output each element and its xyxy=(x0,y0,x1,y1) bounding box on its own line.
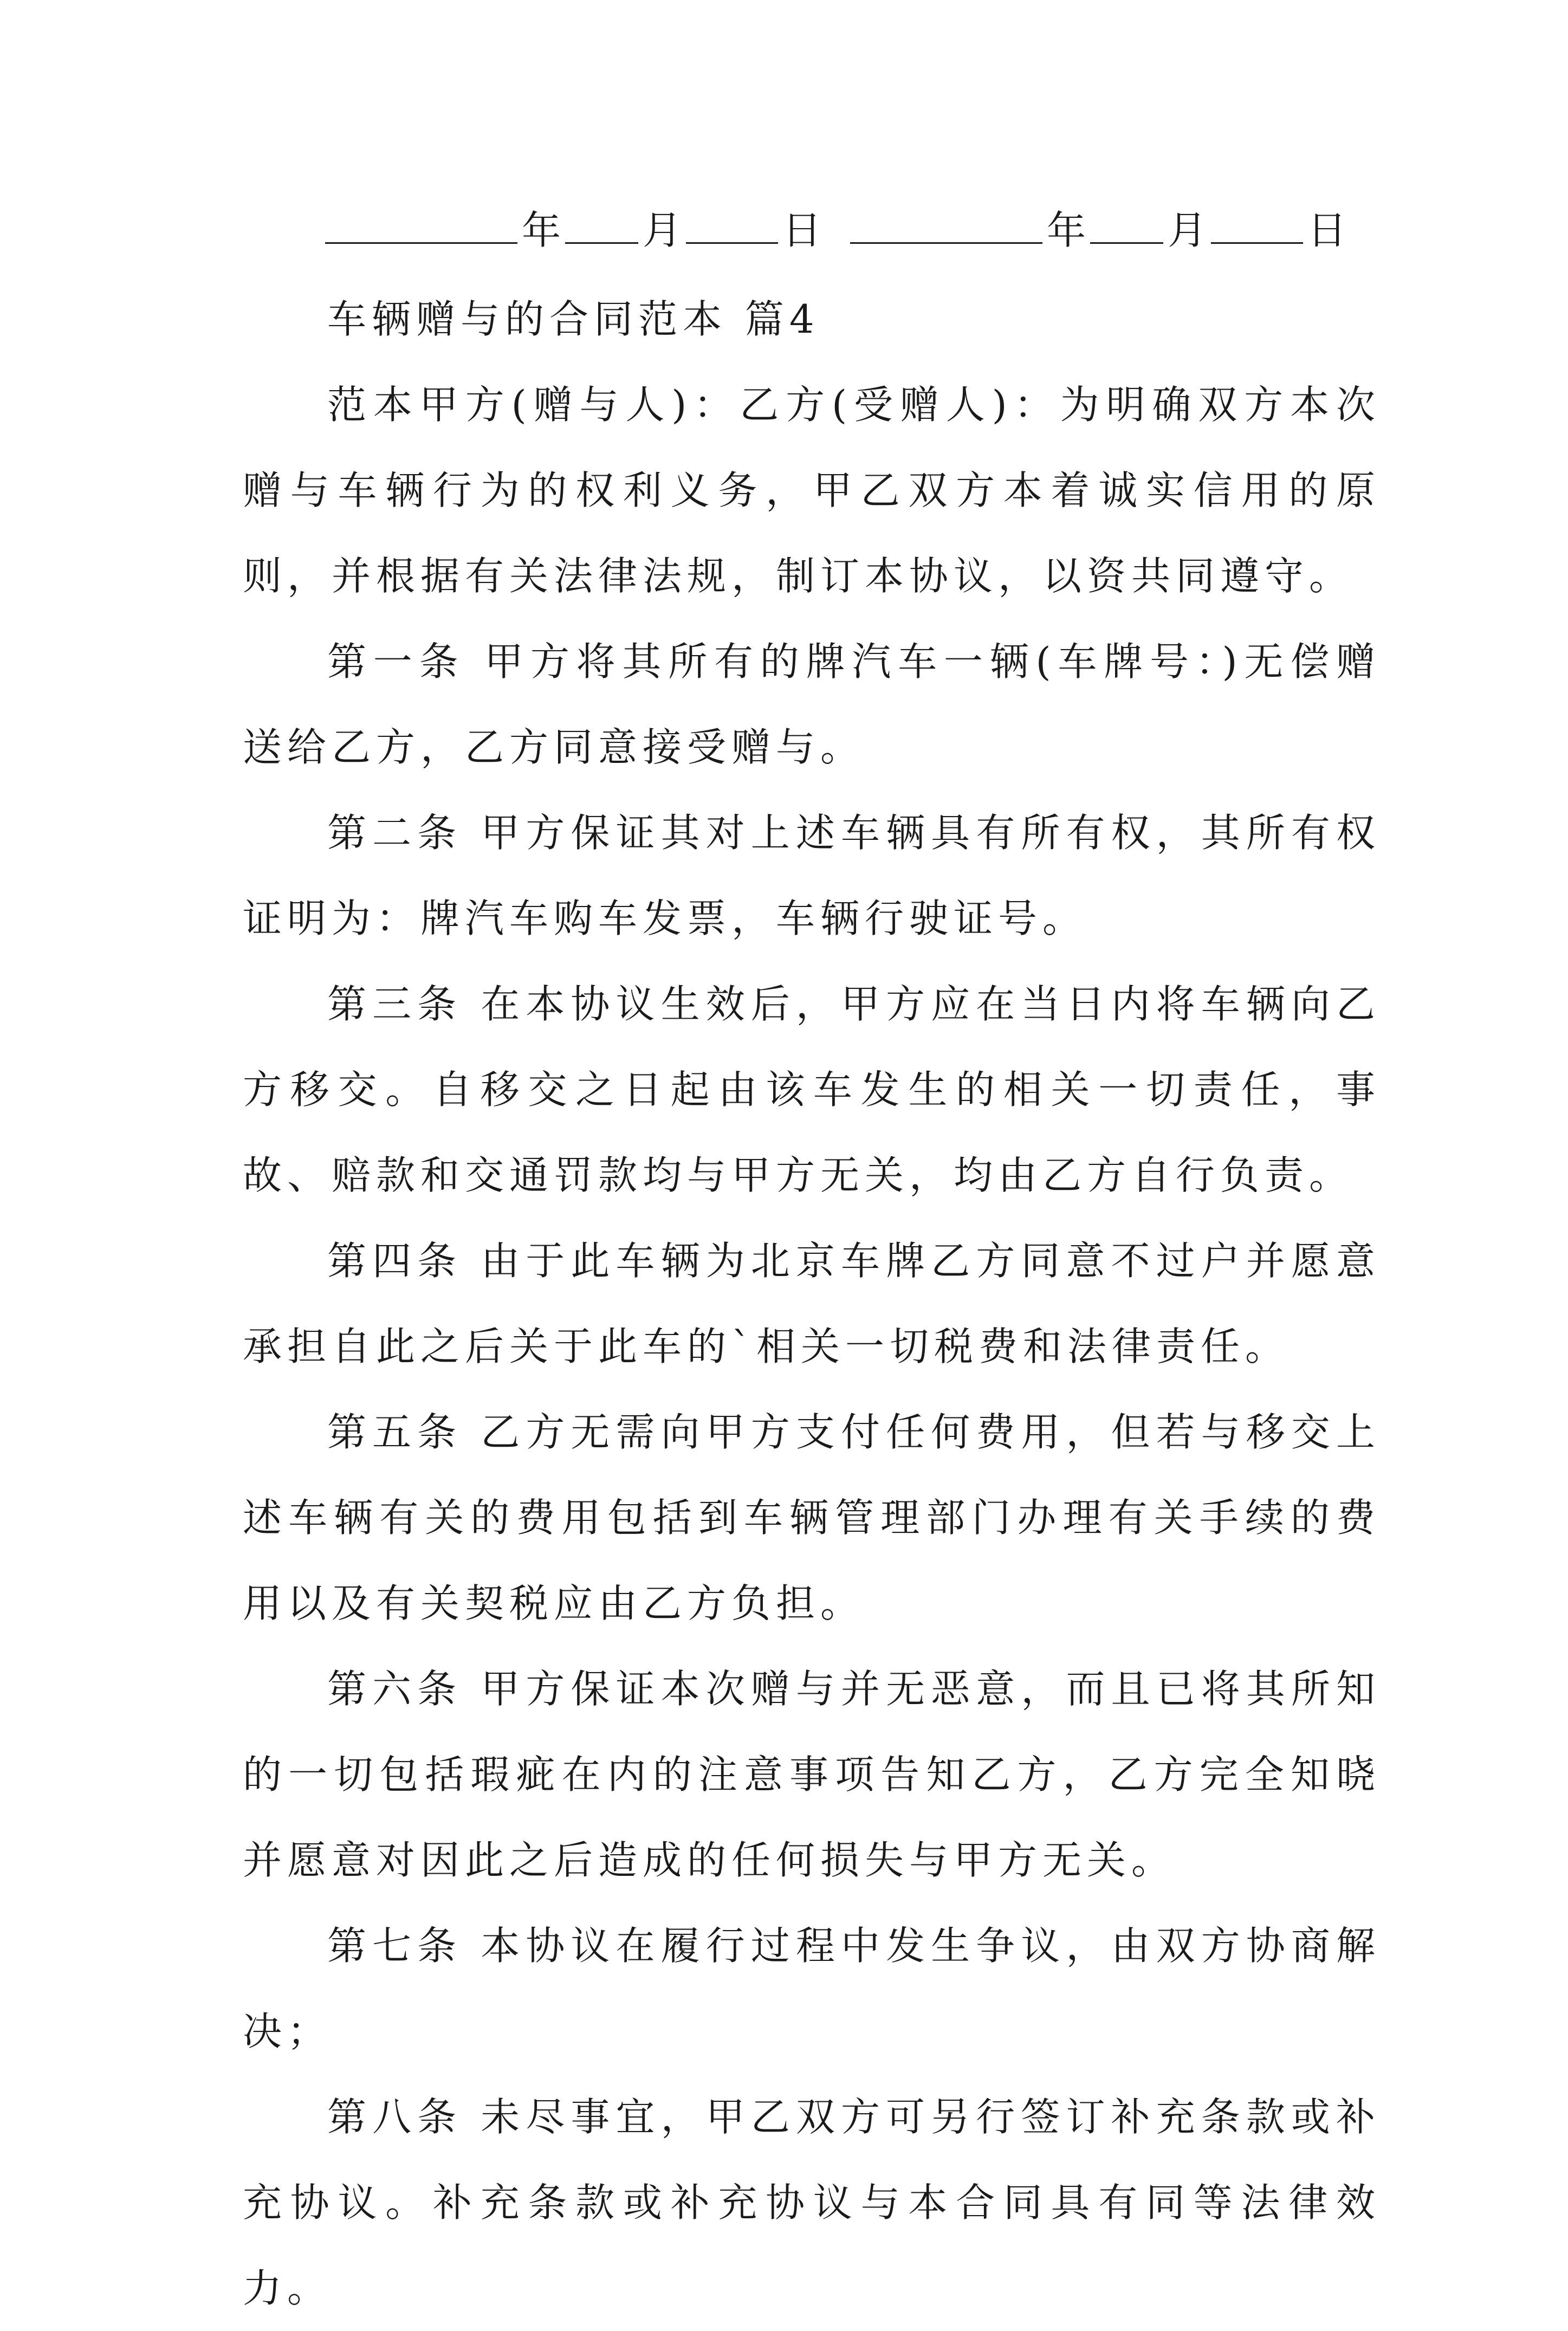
year-label-1: 年 xyxy=(522,208,561,253)
day-label-1: 日 xyxy=(782,208,822,253)
paragraph-preamble: 范本甲方(赠与人)：乙方(受赠人)：为明确双方本次赠与车辆行为的权利义务，甲乙双方本着诚实信用的原则，并根据有关法律法规，制订本协议，以资共同遵守。 xyxy=(243,382,1381,599)
paragraph-article-6: 第六条 甲方保证本次赠与并无恶意，而且已将其所知的一切包括瑕疵在内的注意事项告知乙方，乙方完全知晓并愿意对因此之后造成的任何损失与甲方无关。 xyxy=(243,1666,1381,1883)
paragraph-article-7: 第七条 本协议在履行过程中发生争议，由双方协商解决； xyxy=(243,1923,1381,2054)
day-label-2: 日 xyxy=(1307,208,1347,253)
year-blank-2 xyxy=(850,204,1042,244)
month-label-1: 月 xyxy=(643,208,682,253)
day-blank-1 xyxy=(686,204,778,244)
paragraph-article-4: 第四条 由于此车辆为北京车牌乙方同意不过户并愿意承担自此之后关于此车的`相关一切税费和法律责任。 xyxy=(243,1238,1381,1369)
month-blank-1 xyxy=(565,204,638,244)
month-label-2: 月 xyxy=(1168,208,1207,253)
year-blank-1 xyxy=(325,204,517,244)
paragraph-article-2: 第二条 甲方保证其对上述车辆具有所有权，其所有权证明为：牌汽车购车发票，车辆行驶证号。 xyxy=(243,810,1381,941)
paragraph-article-8: 第八条 未尽事宜，甲乙双方可另行签订补充条款或补充协议。补充条款或补充协议与本合同具有同等法律效力。 xyxy=(243,2094,1381,2311)
section-heading: 车辆赠与的合同范本 篇4 xyxy=(327,296,820,342)
signature-date-line xyxy=(325,203,1351,257)
day-blank-2 xyxy=(1211,204,1303,244)
year-label-2: 年 xyxy=(1047,208,1086,253)
month-blank-2 xyxy=(1090,204,1163,244)
document-body xyxy=(243,276,1381,2331)
paragraph-article-5: 第五条 乙方无需向甲方支付任何费用，但若与移交上述车辆有关的费用包括到车辆管理部门办理有关手续的费用以及有关契税应由乙方负担。 xyxy=(243,1409,1381,1626)
paragraph-article-3: 第三条 在本协议生效后，甲方应在当日内将车辆向乙方移交。自移交之日起由该车发生的相关一切责任，事故、赔款和交通罚款均与甲方无关，均由乙方自行负责。 xyxy=(243,981,1381,1198)
paragraph-article-1: 第一条 甲方将其所有的牌汽车一辆(车牌号：)无偿赠送给乙方，乙方同意接受赠与。 xyxy=(243,639,1381,770)
